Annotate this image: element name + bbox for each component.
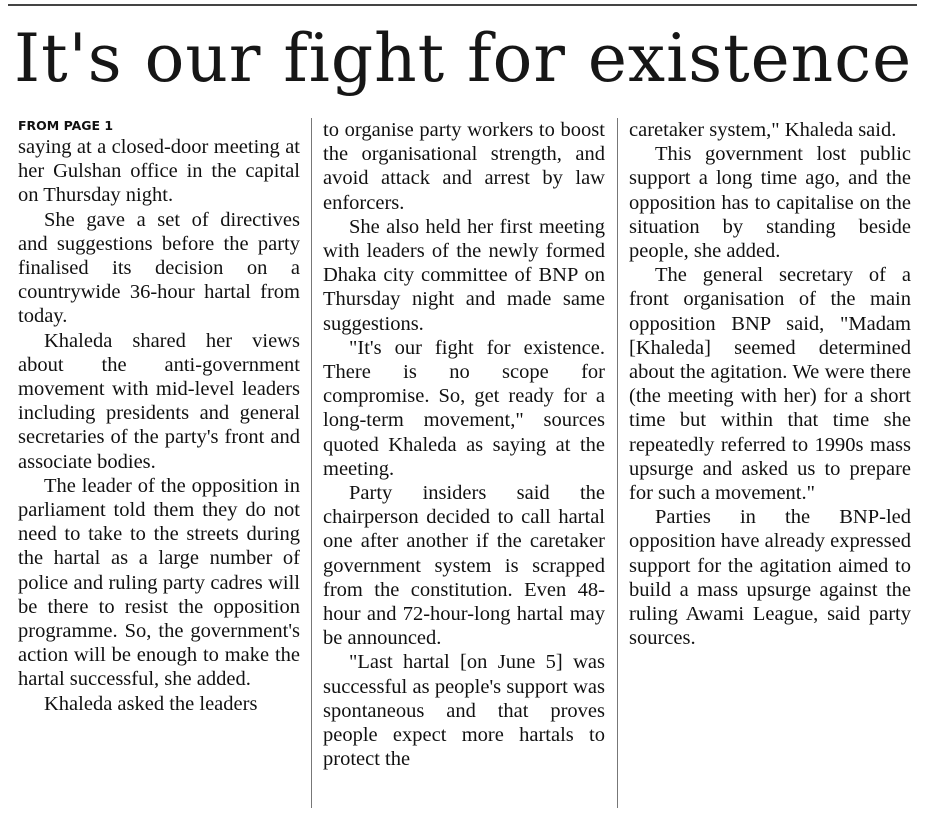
article-column-1 (18, 118, 300, 716)
paragraph: "It's our fight for existence. There is no scope for compromise. So, get ready for a long-term movement," sources quoted Khaleda as saying at the meeting. (323, 336, 605, 480)
paragraph: to organise party workers to boost the organisational strength, and avoid attack and arrest by law enforcers. (323, 119, 605, 214)
paragraph: She gave a set of directives and suggestions before the party finalised its decision on a countrywide 36-hour hartal from today. (18, 208, 300, 328)
article-column-2 (323, 118, 605, 771)
paragraph: The leader of the opposition in parliament told them they do not need to take to the streets during the hartal as a large number of police and ruling party cadres will be there to resist the opposition programme. So, the government's action will be enough to make the hartal successful, she added. (18, 474, 300, 691)
paragraph: "Last hartal [on June 5] was successful as people's support was spontaneous and that proves people expect more hartals to protect the (323, 651, 605, 771)
column-divider (311, 118, 312, 808)
paragraph: Parties in the BNP-led opposition have already expressed support for the agitation aimed to build a mass upsurge against the ruling Awami League, said party sources. (629, 506, 911, 650)
paragraph: Khaleda shared her views about the anti-government movement with mid-level leaders including presidents and general secretaries of the party's front and associate bodies. (18, 329, 300, 473)
paragraph: She also held her first meeting with leaders of the newly formed Dhaka city committee of BNP on Thursday night and made same suggestions. (323, 215, 605, 335)
kicker: FROM PAGE 1 (18, 118, 114, 133)
article-column-3 (629, 118, 911, 650)
paragraph: Khaleda asked the leaders (44, 692, 258, 715)
paragraph: This government lost public support a long time ago, and the opposition has to capitalise on the situation by standing beside people, she added. (629, 143, 911, 263)
paragraph: caretaker system," Khaleda said. (629, 119, 897, 141)
headline: It's our fight for existence (14, 20, 913, 97)
column-divider (617, 118, 618, 808)
top-rule (8, 4, 917, 6)
paragraph: saying at a closed-door meeting at her Gulshan office in the capital on Thursday night. (18, 136, 300, 207)
paragraph: The general secretary of a front organisation of the main opposition BNP said, "Madam [Khaleda] seemed determined about the agitation. We were there (the meeting with her) for a short time but within that time she repeatedly referred to 1990s mass upsurge and asked us to prepare for such a movement." (629, 264, 911, 505)
paragraph: Party insiders said the chairperson decided to call hartal one after another if the caretaker government system is scrapped from the constitution. Even 48-hour and 72-hour-long hartal may be announced. (323, 482, 605, 650)
